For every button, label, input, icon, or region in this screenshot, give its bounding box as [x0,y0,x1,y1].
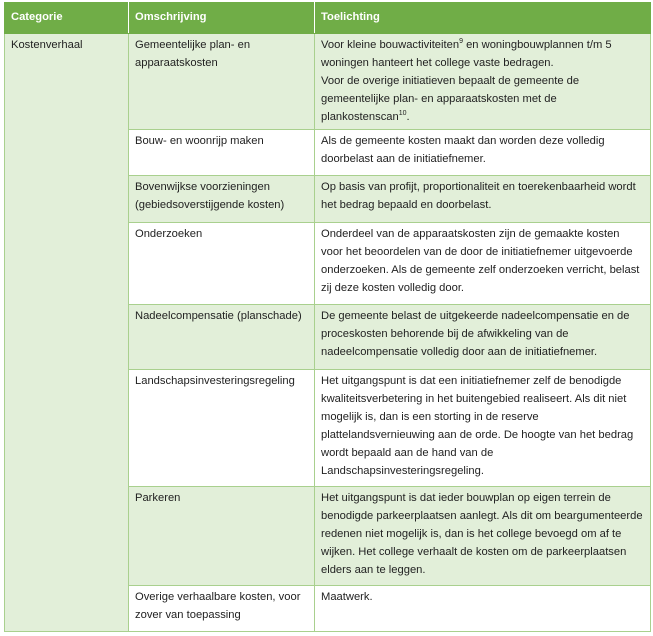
cost-recovery-table [4,2,651,632]
description-cell: Onderzoeken [129,223,315,305]
table-row [5,34,651,130]
description-cell: Landschapsinvesteringsregeling [129,370,315,487]
table-header-row [5,3,651,34]
explanation-cell: Het uitgangspunt is dat ieder bouwplan op eigen terrein de benodigde parkeerplaatsen aanlegt. Als dit om beargumenteerde redenen niet mogelijk is, dan is het college bevoegd om af te wijken. Het college verhaalt de kosten om de parkeerplaatsen elders aan te leggen. [315,487,651,586]
footnote-ref[interactable]: 9 [459,38,463,45]
explanation-paragraph: Voor de overige initiatieven bepaalt de gemeente de gemeentelijke plan- en apparaatskosten met de plankostenscan$^{10}$. [321,75,580,123]
header-toelichting: Toelichting [315,3,651,34]
description-cell: Parkeren [129,487,315,586]
category-cell: Kostenverhaal [5,34,129,632]
description-cell: Nadeelcompensatie (planschade) [129,305,315,370]
description-cell: Bouw- en woonrijp maken [129,130,315,176]
explanation-paragraph: Voor kleine bouwactiviteiten$^9$ en woningbouwplannen t/m 5 woningen hanteert het college vaste bedragen. [321,38,612,69]
description-cell: Gemeentelijke plan- en apparaatskosten [129,34,315,130]
explanation-cell: Maatwerk. [315,586,651,632]
header-omschrijving: Omschrijving [129,3,315,34]
explanation-cell: Op basis van profijt, proportionaliteit en toerekenbaarheid wordt het bedrag bepaald en doorbelast. [315,176,651,223]
explanation-cell: De gemeente belast de uitgekeerde nadeelcompensatie en de proceskosten behorende bij de afwikkeling van de nadeelcompensatie volledig door aan de initiatiefnemer. [315,305,651,370]
explanation-cell: Als de gemeente kosten maakt dan worden deze volledig doorbelast aan de initiatiefnemer. [315,130,651,176]
footnote-ref[interactable]: 10 [398,110,407,117]
description-cell: Bovenwijkse voorzieningen (gebiedsoverstijgende kosten) [129,176,315,223]
description-cell: Overige verhaalbare kosten, voor zover van toepassing [129,586,315,632]
header-categorie: Categorie [5,3,129,34]
explanation-cell: Onderdeel van de apparaatskosten zijn de gemaakte kosten voor het beoordelen van de door de initiatiefnemer uitgevoerde onderzoeken. Als de gemeente zelf onderzoeken verricht, belast zij deze kosten volledig door. [315,223,651,305]
explanation-cell [315,34,651,130]
explanation-cell: Het uitgangspunt is dat een initiatiefnemer zelf de benodigde kwaliteitsverbetering in het buitengebied realiseert. Als dit niet mogelijk is, dan is een storting in de reserve plattelandsvernieuwing aan de orde. De hoogte van het bedrag wordt bepaald aan de hand van de Landschapsinvesteringsregeling. [315,370,651,487]
